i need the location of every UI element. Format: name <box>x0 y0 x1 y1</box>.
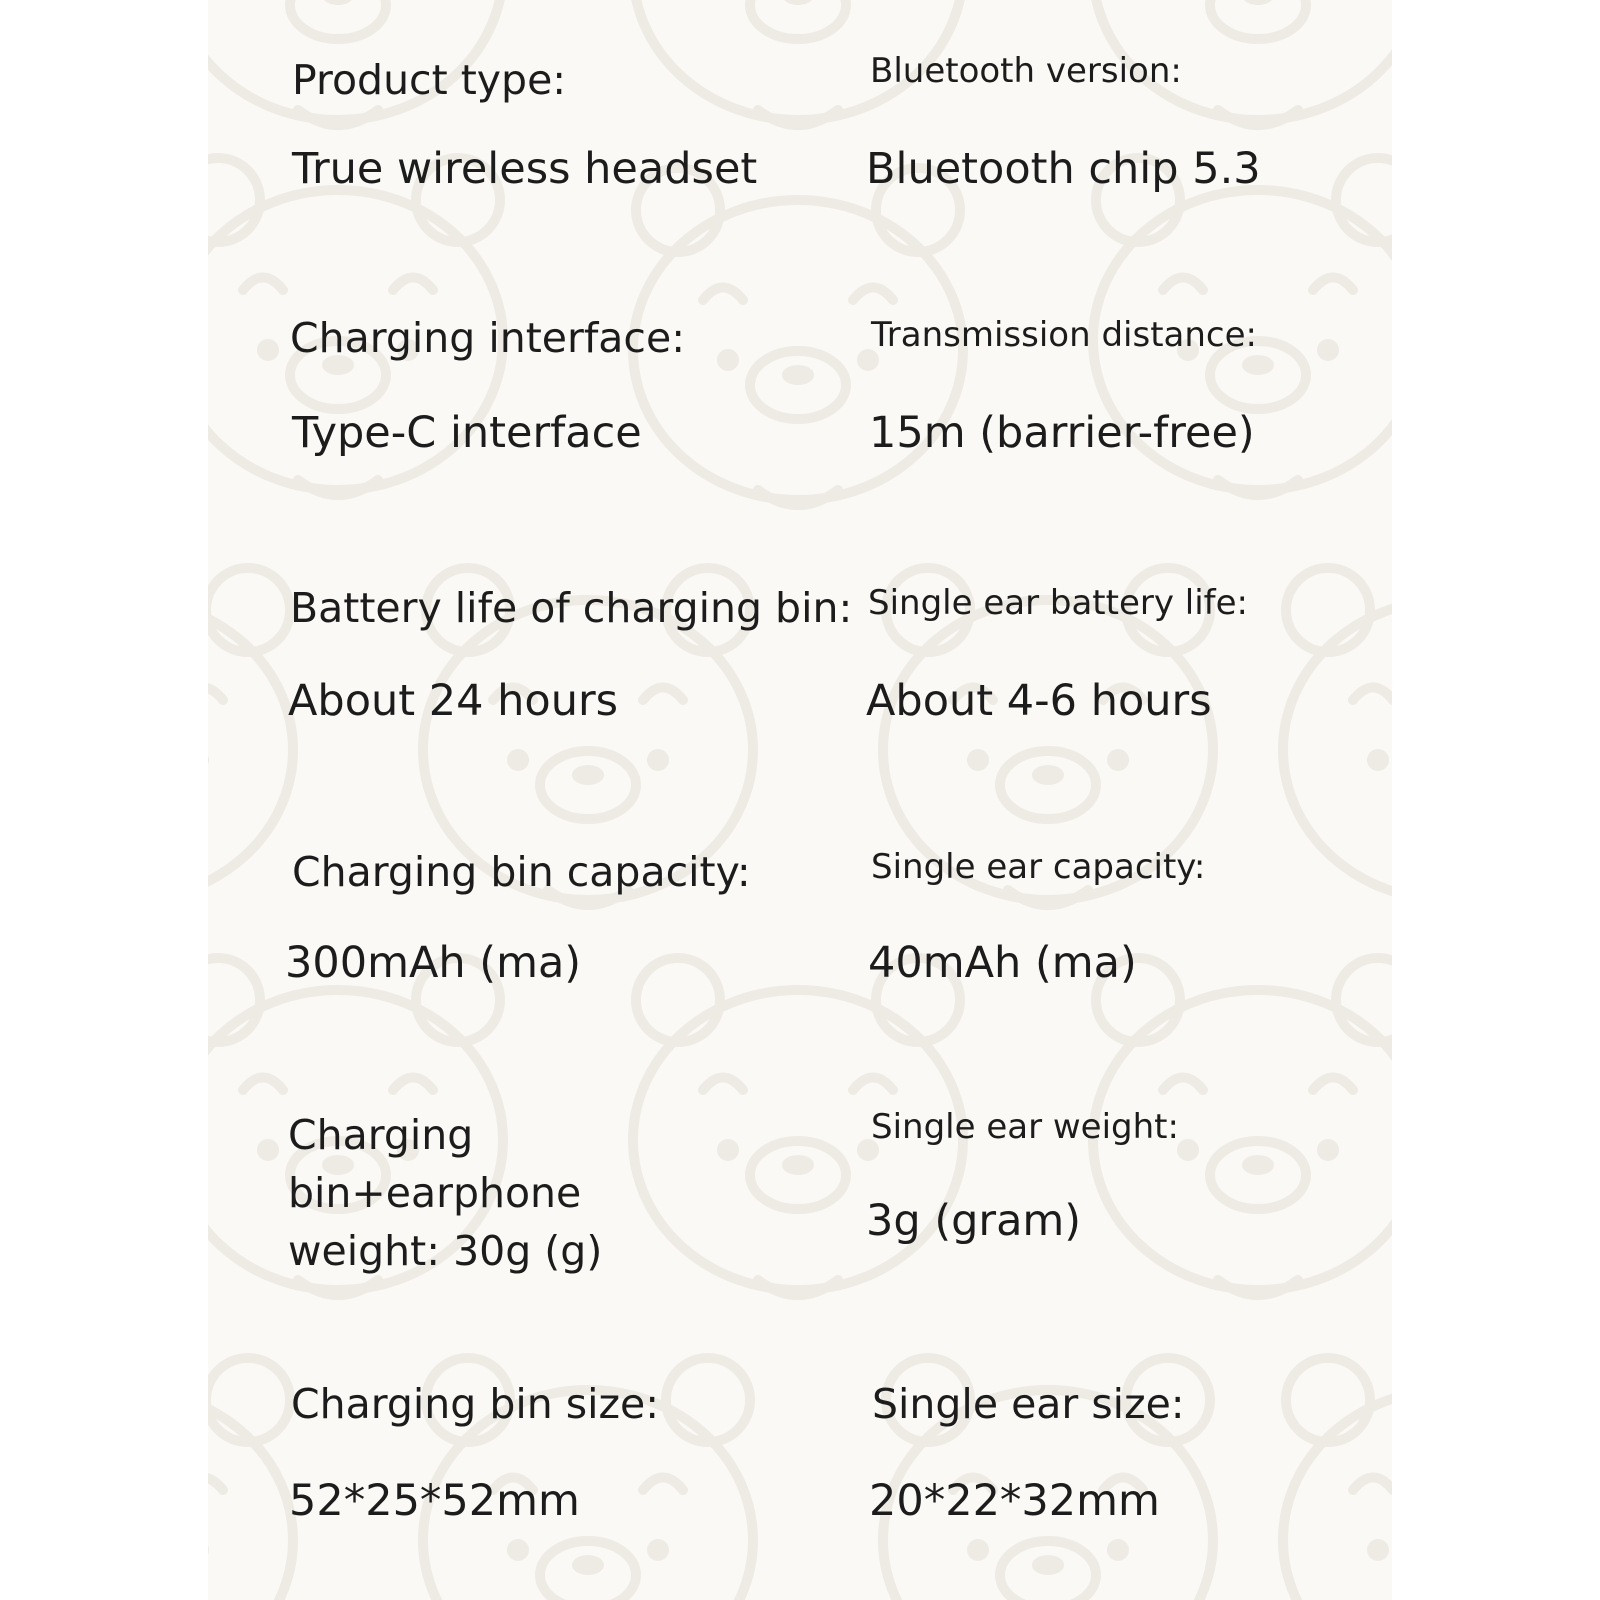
charging-bin-battery-life-label: Battery life of charging bin: <box>290 584 853 632</box>
charging-bin-battery-life-value: About 24 hours <box>288 676 619 726</box>
bin-earphone-weight-text: Charging bin+earphone weight: 30g (g) <box>288 1111 603 1275</box>
bluetooth-version-value: Bluetooth chip 5.3 <box>866 144 1261 194</box>
single-ear-battery-life-value: About 4-6 hours <box>866 676 1212 726</box>
single-ear-weight-label: Single ear weight: <box>871 1107 1179 1147</box>
spec-sheet-panel <box>208 0 1392 1600</box>
transmission-distance-label: Transmission distance: <box>871 315 1257 355</box>
product-type-value: True wireless headset <box>292 144 758 194</box>
single-ear-weight-value: 3g (gram) <box>866 1196 1082 1246</box>
charging-bin-size-value: 52*25*52mm <box>289 1476 580 1526</box>
charging-bin-size-label: Charging bin size: <box>291 1380 660 1428</box>
single-ear-battery-life-label: Single ear battery life: <box>868 583 1249 623</box>
product-type-label: Product type: <box>292 56 567 104</box>
bluetooth-version-label: Bluetooth version: <box>870 51 1182 91</box>
single-ear-size-label: Single ear size: <box>872 1380 1185 1428</box>
charging-interface-label: Charging interface: <box>290 314 686 362</box>
single-ear-capacity-label: Single ear capacity: <box>871 847 1206 887</box>
bear-watermark-pattern <box>208 0 1392 1600</box>
charging-bin-capacity-value: 300mAh (ma) <box>285 938 582 988</box>
single-ear-size-value: 20*22*32mm <box>869 1476 1160 1526</box>
charging-bin-capacity-label: Charging bin capacity: <box>292 848 751 896</box>
transmission-distance-value: 15m (barrier-free) <box>869 408 1255 458</box>
charging-interface-value: Type-C interface <box>292 408 642 458</box>
single-ear-capacity-value: 40mAh (ma) <box>868 938 1137 988</box>
